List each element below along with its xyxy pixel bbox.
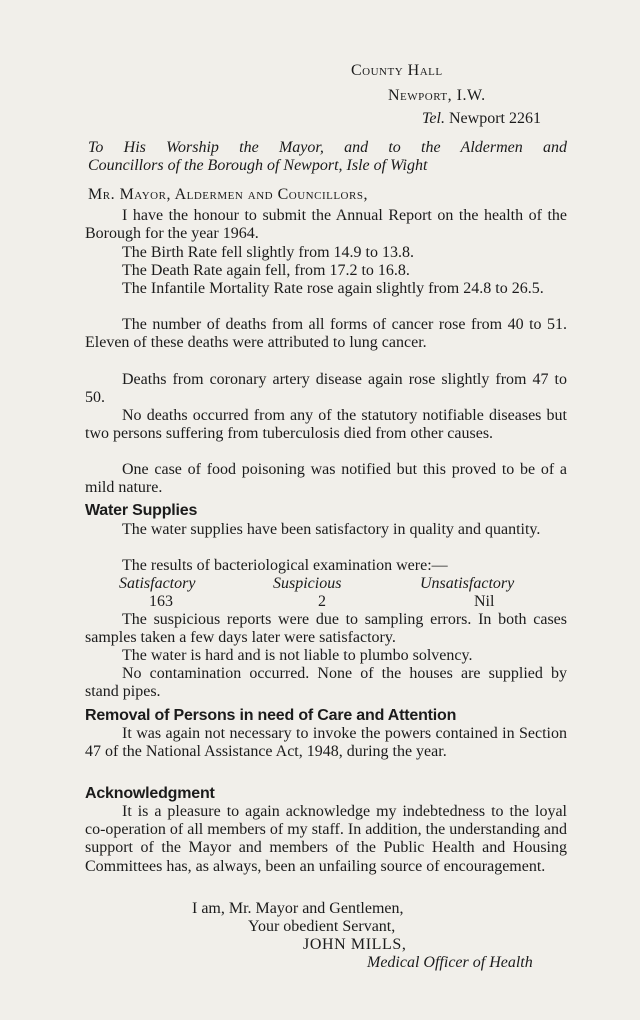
heading-acknowledgment: Acknowledgment [85, 785, 215, 802]
tel-number: Newport 2261 [448, 110, 541, 127]
addressee-line-1: To His Worship the Mayor, and to the Aldermen and [88, 139, 567, 156]
heading-water-supplies: Water Supplies [85, 502, 198, 519]
paragraph-cancer: The number of deaths from all forms of cancer rose from 40 to 51. Eleven of these deaths were attributed to lung cancer. [85, 316, 567, 352]
tel-prefix: Tel. [422, 110, 445, 127]
result-label-unsatisfactory: Unsatisfactory [420, 575, 515, 592]
paragraph-hard-water: The water is hard and is not liable to plumbo solvency. [122, 647, 473, 664]
paragraph-water-quality: The water supplies have been satisfactory in quality and quantity. [122, 521, 541, 538]
paragraph-acknowledgment: It is a pleasure to again acknowledge my indebtedness to the loyal co-operation of all members of my staff. In addition, the understanding and support of the Mayor and members of the Public Health and Housing Committees has, as always, been an unfailing source of encouragement. [85, 803, 567, 875]
closing-line-1: I am, Mr. Mayor and Gentlemen, [192, 900, 404, 917]
result-value-unsatisfactory: Nil [474, 593, 495, 610]
paragraph-coronary: Deaths from coronary artery disease again rose slightly from 47 to 50. [85, 371, 567, 407]
addressee-line-2: Councillors of the Borough of Newport, Isle of Wight [88, 157, 428, 174]
paragraph-contamination: No contamination occurred. None of the houses are supplied by stand pipes. [85, 665, 567, 701]
result-label-satisfactory: Satisfactory [119, 575, 196, 592]
signature-name: JOHN MILLS, [303, 936, 407, 953]
closing-line-2: Your obedient Servant, [248, 918, 396, 935]
paragraph-birth-rate: The Birth Rate fell slightly from 14.9 to 13.8. [122, 244, 414, 261]
salutation: Mr. Mayor, Aldermen and Councillors, [88, 186, 368, 203]
result-value-satisfactory: 163 [149, 593, 173, 610]
signature-title: Medical Officer of Health [367, 954, 533, 971]
result-value-suspicious: 2 [318, 593, 326, 610]
paragraph-section-47: It was again not necessary to invoke the powers contained in Section 47 of the National Assistance Act, 1948, during the year. [85, 725, 567, 761]
paragraph-intro: I have the honour to submit the Annual Report on the health of the Borough for the year 1964. [85, 207, 567, 243]
address-line-2: Newport, I.W. [388, 87, 486, 104]
paragraph-suspicious-reports: The suspicious reports were due to sampling errors. In both cases samples taken a few days later were satisfactory. [85, 611, 567, 647]
heading-removal-of-persons: Removal of Persons in need of Care and Attention [85, 707, 457, 724]
paragraph-death-rate: The Death Rate again fell, from 17.2 to 16.8. [122, 262, 410, 279]
address-telephone [422, 110, 541, 128]
address-line-1: County Hall [351, 62, 443, 79]
paragraph-infant-mortality: The Infantile Mortality Rate rose again slightly from 24.8 to 26.5. [122, 280, 544, 297]
result-label-suspicious: Suspicious [273, 575, 342, 592]
paragraph-food-poisoning: One case of food poisoning was notified but this proved to be of a mild nature. [85, 461, 567, 497]
paragraph-bacteriological: The results of bacteriological examination were:— [122, 557, 448, 574]
paragraph-notifiable: No deaths occurred from any of the statutory notifiable diseases but two persons suffering from tuberculosis died from other causes. [85, 407, 567, 443]
